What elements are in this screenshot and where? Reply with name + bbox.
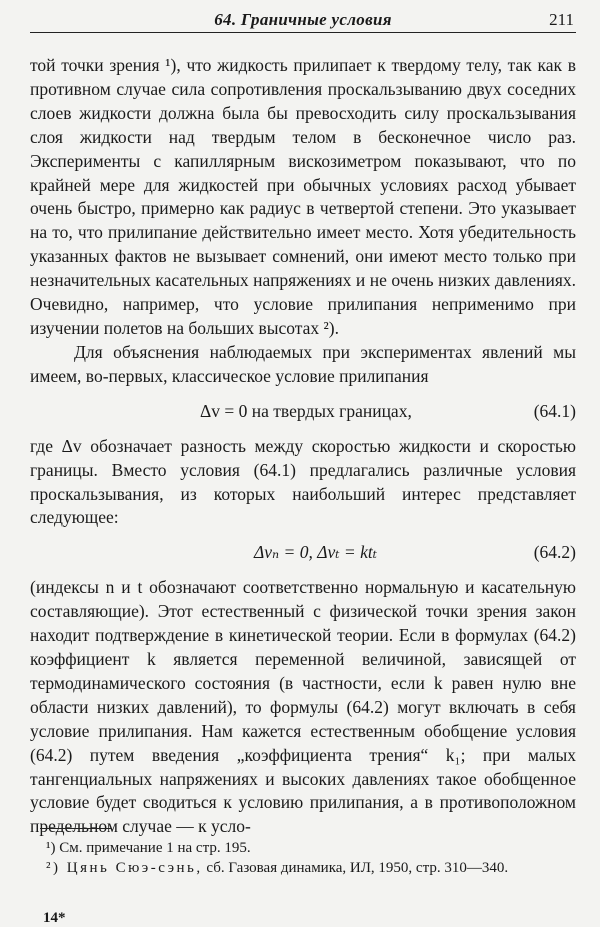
page-number: 211 bbox=[549, 10, 574, 29]
running-header bbox=[30, 6, 576, 33]
footnote-2-source: сб. Газовая динамика, ИЛ, 1950, стр. 310—340. bbox=[206, 860, 509, 876]
formula-64-2-expression: Δvₙ = 0, Δvₜ = ktₜ bbox=[254, 542, 378, 563]
formula-64-2 bbox=[30, 530, 576, 576]
footnote-rule bbox=[40, 828, 112, 829]
footnote-2 bbox=[30, 858, 576, 878]
section-title: 64. Граничные условия bbox=[214, 10, 392, 29]
signature-mark: 14* bbox=[43, 910, 66, 926]
paragraph-3: где Δv обозначает разность между скоростью жидкости и скоростью границы. Вместо условия (64.1) предлагались различные условия проскальзывания, из которых наибольший интерес представляет следующее: bbox=[30, 435, 576, 528]
paragraph-4: (индексы n и t обозначают соответственно нормальную и касательную составляющие). Этот естественный с физической точки зрения закон находит подтверждение в кинетической теории. Если в формулах (64.2) коэффициент k является переменной величиной, зависящей от термодинамического состояния (в частности, если k равен нулю вне области низких давлений), то формулы (64.2) могут включать в себя условие прилипания. Нам кажется естественным обобщение условия (64.2) путем введения „коэффициента трения“ k₁; при малых тангенциальных напряжениях и высоких давлениях такое обобщенное условие будет сводиться к условию прилипания, а в противоположном предельном случае — к усло- bbox=[30, 577, 576, 837]
formula-64-1-number: (64.1) bbox=[533, 400, 576, 421]
formula-64-1 bbox=[30, 389, 576, 435]
footnote-2-author: ²) Цянь Сюэ-сэнь, bbox=[46, 860, 203, 876]
footnote-1: ¹) См. примечание 1 на стр. 195. bbox=[46, 840, 251, 856]
formula-64-1-expression: Δv = 0 на твердых границах, bbox=[200, 400, 412, 421]
body-text bbox=[30, 54, 576, 839]
formula-64-2-number: (64.2) bbox=[533, 542, 576, 563]
paragraph-1: той точки зрения ¹), что жидкость прилипает к твердому телу, так как в противном случае сила сопротивления проскальзыванию двух соседних слоев жидкости должна была бы превосходить силу проскальзывания слоя жидкости над твердым телом в бесконечное число раз. Эксперименты с капиллярным вискозиметром показывают, что по крайней мере для жидкостей при обычных условиях расход убывает очень быстро, примерно как радиус в четвертой степени. Это указывает на то, что прилипание действительно имеет место. Хотя убедительность указанных фактов не вызывает сомнений, они имеют место только при незначительных касательных напряжениях и не очень низких давлениях. Очевидно, например, что условие прилипания неприменимо при изучении полетов на больших высотах ²). bbox=[30, 55, 576, 338]
paragraph-2: Для объяснения наблюдаемых при экспериментах явлений мы имеем, во-первых, классическое условие прилипания bbox=[30, 341, 576, 386]
footnotes bbox=[30, 838, 576, 878]
